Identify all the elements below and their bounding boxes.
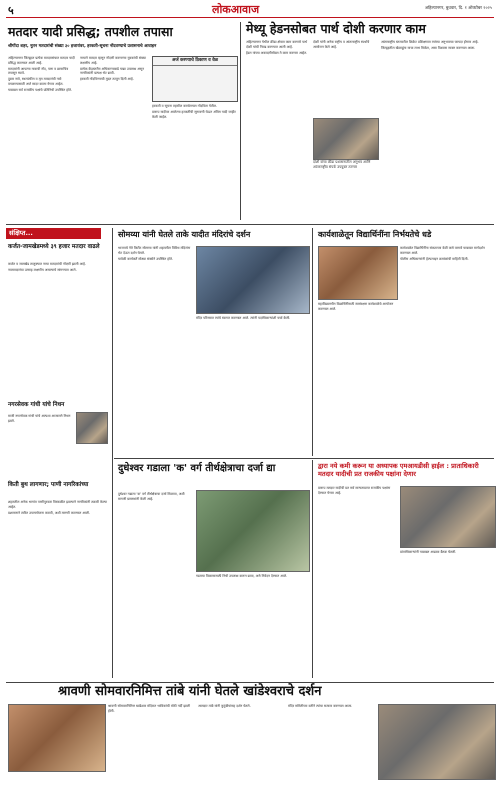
story1-body-col1: अहिल्यानगर जिल्ह्यात प्रत्येक मतदारसंघात मतदार यादी प्रसिद्ध करण्यात आली आहे. मतदारांनी आपल्या नावाची नोंद, पत्ता व छायाचित्र तपासून घ्यावे. दुबार नावे, स्थलांतरित व मृत मतदारांची नावे वगळण्यासाठी अर्ज सादर करता येणार आहेत. याबाबत सर्व राजकीय पक्षांचे प्रतिनिधी उपस्थित होते. xyxy=(8,56,75,93)
page-number: ५ xyxy=(8,4,14,17)
story2-body-col2: दोशी यांनी अनेक राष्ट्रीय व आंतरराष्ट्रीय स्पर्धांचे आयोजन केले आहे. xyxy=(313,40,370,49)
story3-photo xyxy=(196,246,310,314)
story7-photo-left xyxy=(8,704,106,772)
story7-headline: श्रावणी सोमवारनिमित्त तांबे यांनी घेतले खांडेश्वराचे दर्शन xyxy=(58,684,322,699)
story6-headline: द्वारा नये कमी करून या अध्यापक एमआयडीसी हाईल : प्राताधिकारी मतदार यादीची प्रत राजकीय पक्षांना देणार xyxy=(318,462,479,478)
brief1-body: कर्जत व जामखेड तालुक्यात नव्या मतदारांची नोंदणी झाली आहे. नवमतदारांचा उत्साह लक्षणीय असल्याचे सांगण्यात आले. xyxy=(8,262,86,273)
story6-body-col2: प्रांताधिकाऱ्यांनी याबाबत आढावा बैठक घेतली. xyxy=(400,550,457,554)
story5-headline: दुधेश्वर गडाला 'क' वर्ग तीर्थक्षेत्राचा दर्जा द्या xyxy=(118,463,276,474)
story1-body-col3: हरकती व सूचना तहसील कार्यालयात नोंदविता येतील. प्रारूप यादीवर आलेल्या हरकतींची सुनावणी घेऊन अंतिम यादी जाहीर केली जाईल. xyxy=(152,104,236,119)
newspaper-logo: लोकआवाज xyxy=(212,3,260,16)
story3-headline: सोमय्या यांनी घेतले ताके यादीत मंदिरांचे दर्शन xyxy=(118,230,251,239)
brief2-photo xyxy=(76,412,108,444)
dateline: अहिल्यानगर, बुधवार, दि. १ ऑक्टोबर २०२५ xyxy=(424,5,492,10)
story3-body-col1: भाजपचे नेते किरीट सोमय्या यांनी शहरातील विविध मंदिरांना भेट देऊन दर्शन घेतले. यावेळी कार्यकर्ते मोठ्या संख्येने उपस्थित होते. xyxy=(118,246,191,261)
story1-byline: श्रीगोंदा शहर, नूतन मतदारांची संख्या ३० हजारांवर, हरकती-सूचना नोंदवण्याचे प्रशासनाचे आवाहन xyxy=(8,43,157,48)
story7-body-col3: मंदिर समितीच्या वतीने त्यांचा सत्कार करण्यात आला. xyxy=(288,704,353,708)
brief2-body: माजी नगरसेवक गांधी यांचे अल्पशा आजाराने निधन झाले. xyxy=(8,414,71,423)
story2-body-col3: आंतरराष्ट्रीय स्तरावरील क्रिकेट प्रशिक्षणात त्यांच्या अनुभवाचा फायदा होणार आहे. जिल्ह्यातील खेळाडूंना याचा लाभ मिळेल, असा विश्वास व्यक्त करण्यात आला. xyxy=(381,40,479,51)
story4-body-col1: महाविद्यालयीन विद्यार्थिनींसाठी स्वसंरक्षण कार्यशाळेचे आयोजन करण्यात आले. xyxy=(318,302,394,311)
story1-headline: मतदार यादी प्रसिद्ध; तपशील तपासा xyxy=(8,24,173,39)
brief1-headline: कर्जत-जामखेडमध्ये ३९ हजार मतदार वाढले xyxy=(8,244,100,250)
story2-caption: दोशी यांचा क्रीडा प्रशासनातील अनुभव आणि आंतरराष्ट्रीय संपर्क उपयुक्त ठरणार xyxy=(313,160,371,169)
story3-body-col2: मंदिर परिसरात त्यांचे स्वागत करण्यात आले. त्यांनी पदाधिकाऱ्यांशी चर्चा केली. xyxy=(196,316,291,320)
story4-headline: कार्यशाळेतून विद्यार्थिनींना निर्भयतेचे धडे xyxy=(318,230,432,239)
story7-body-col2: आमदार तांबे यांनी कुटुंबीयांसह दर्शन घेतले. xyxy=(198,704,251,708)
story2-photo xyxy=(313,118,379,160)
brief-label: संक्षिप्त... xyxy=(6,228,101,239)
story4-photo xyxy=(318,246,398,300)
story7-body-col1: श्रावणी सोमवारनिमित्त खांडेश्वर मंदिरात भाविकांची मोठी गर्दी झाली होती. xyxy=(108,704,190,713)
story1-body-col2: नव्याने मतदार म्हणून नोंदणी करणाऱ्या युवकांची संख्या लक्षणीय आहे. प्रत्येक केंद्रस्तरीय अधिकाऱ्याकडे याद्या उपलब्ध असून नागरिकांनी प्रत्यक्ष भेट द्यावी. हरकती नोंदविण्याची मुदत ठरवून दिली आहे. xyxy=(80,56,147,82)
brief2-headline: नगरसेवक गांधी यांचे निधन xyxy=(8,402,65,408)
story5-body-col2: गडाच्या विकासासाठी निधी उपलब्ध करून द्यावा, असे निवेदन देण्यात आले. xyxy=(196,574,288,578)
brief3-headline: किती बुथ लागणार; पाणी नागरिकांच्या xyxy=(8,482,89,488)
story2-headline: मेथ्यू हेडनसोबत पार्थ दोशी करणार काम xyxy=(246,21,426,36)
story4-body-col2: कार्यशाळेत विद्यार्थिनींना संकटाच्या वेळी कसे वागावे याबाबत मार्गदर्शन करण्यात आले. पोलीस अधिकाऱ्यांनी हेल्पलाइन क्रमांकांची माहिती दिली. xyxy=(400,246,485,261)
story7-photo-right xyxy=(378,704,496,780)
story5-body-col1: दुधेश्वर गडाला 'क' वर्ग तीर्थक्षेत्राचा दर्जा मिळावा, अशी मागणी ग्रामस्थांनी केली आहे. xyxy=(118,492,185,501)
story6-photo xyxy=(400,486,496,548)
story5-photo xyxy=(196,490,310,572)
story6-body-col1: प्रारूप मतदार यादीची प्रत सर्व मान्यताप्राप्त राजकीय पक्षांना देण्यात येणार आहे. xyxy=(318,486,391,495)
masthead-rule xyxy=(6,17,494,18)
brief3-body: शहरातील अनेक भागांत पाणीपुरवठा विस्कळीत झाल्याने नागरिकांनी तक्रारी केल्या आहेत. प्रशासनाने त्वरित उपाययोजना करावी, अशी मागणी करण्यात आली. xyxy=(8,500,107,515)
story1-infobox xyxy=(152,56,238,102)
story1-infobox-title: अर्ज करण्याचे ठिकाण व वेळ xyxy=(153,57,237,66)
story2-body-col1: अहिल्यानगर येथील क्रीडा क्षेत्रात काम करणारे पार्थ दोशी यांची निवड करण्यात आली आहे. हेडन यांच्या अकादमीसोबत ते काम करणार आहेत. xyxy=(246,40,308,55)
